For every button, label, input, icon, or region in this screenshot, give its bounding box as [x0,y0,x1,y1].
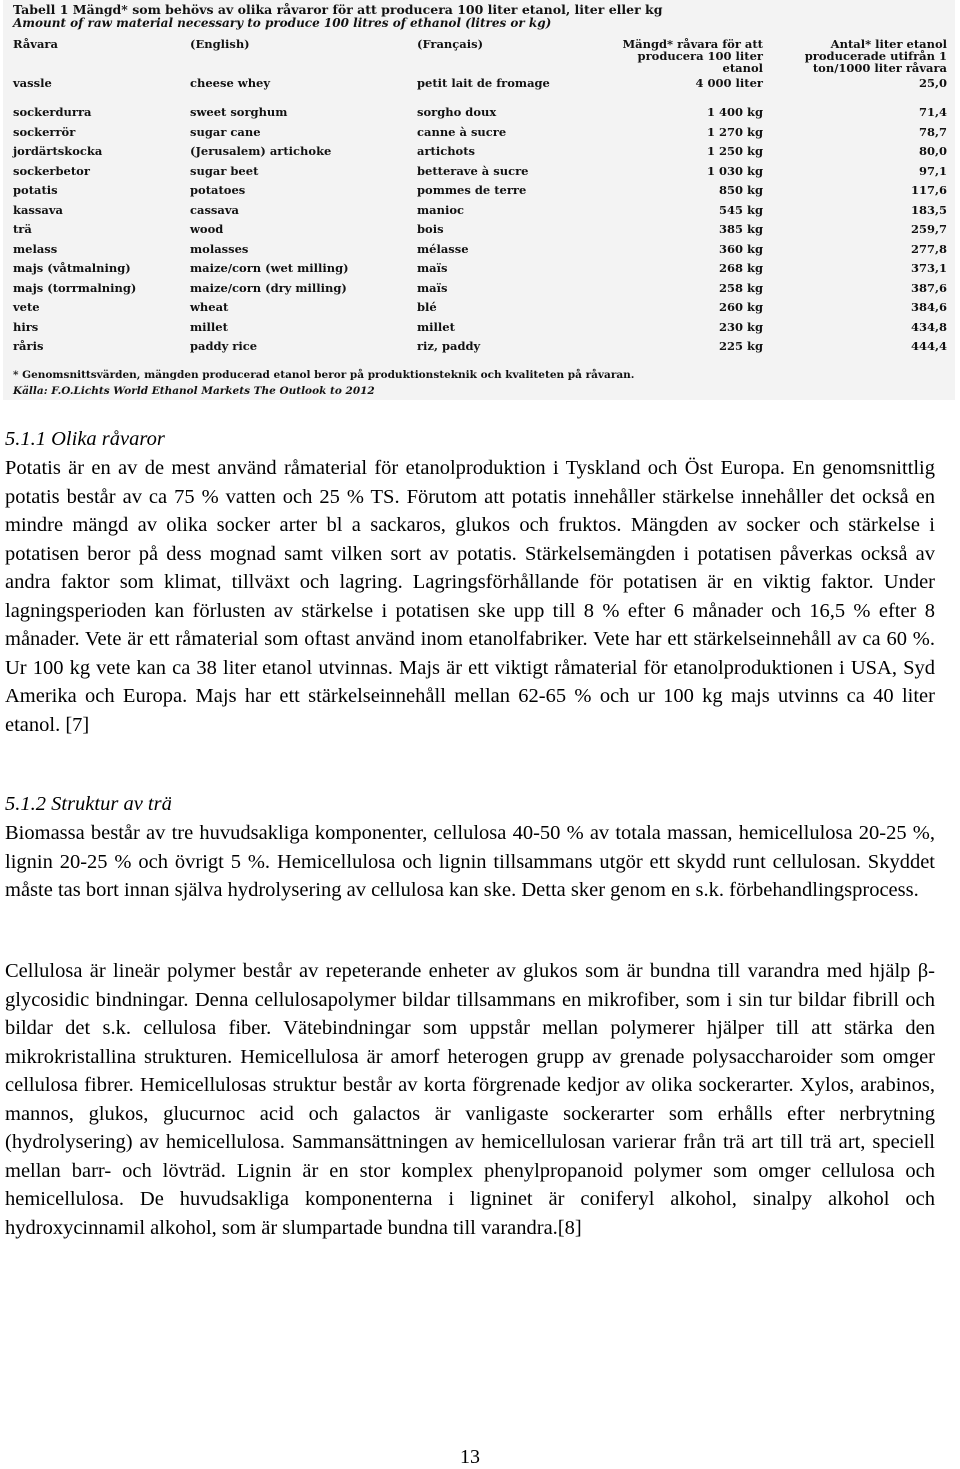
cell-french: canne à sucre [417,124,507,139]
cell-amount: 260 kg [718,300,763,314]
table-row [13,144,949,164]
cell-french: betterave à sucre [417,163,529,178]
cell-french: mélasse [417,241,469,256]
cell-english: paddy rice [190,339,258,353]
cell-french: sorgho doux [417,105,497,119]
cell-french: millet [417,319,455,334]
section-heading-struktur-av-tra: 5.1.2 Struktur av trä [5,793,172,815]
table-row [13,203,949,223]
cell-amount: 1 250 kg [706,144,763,158]
section-paragraph-biomassa: Biomassa består av tre huvudsakliga komponenter, cellulosa 40-50 % av totala massan, hemicellulosa 20-25 %, lignin 20-25 % och övrigt 5 %. Hemicellulosa och lignin tillsammans utgör ett skydd runt cellulosan. Skyddet måste tas bort innan själva hydrolysering av cellulosa kan ske. Detta sker genom en s.k. förbehandlingsprocess. [5,822,935,901]
cell-amount: 1 030 kg [706,163,763,178]
cell-amount: 545 kg [718,202,763,217]
cell-swedish: vassle [13,76,52,90]
table-row [13,164,949,184]
cell-litres: 117,6 [910,183,947,197]
cell-litres: 444,4 [910,339,947,353]
table-source: Källa: F.O.Lichts World Ethanol Markets The Outlook to 2012 [13,385,375,397]
table-row [13,281,949,301]
cell-swedish: jordärtskocka [13,144,103,158]
cell-swedish: vete [13,300,40,314]
cell-litres: 277,8 [910,241,947,256]
cell-swedish: majs (torrmalning) [13,280,137,295]
cell-french: bois [417,222,444,236]
cell-french: maïs [417,280,448,295]
cell-swedish: majs (våtmalning) [13,261,131,275]
table-header-row [13,36,949,76]
cell-amount: 385 kg [718,222,763,236]
section-heading-olika-ravaror: 5.1.1 Olika råvaror [5,428,165,450]
table-footnote: * Genomsnittsvärden, mängden producerad etanol beror på produktionsteknik och kvaliteten på råvaran. [13,369,635,381]
cell-english: cheese whey [190,76,271,90]
cell-english: millet [190,319,228,334]
cell-amount: 850 kg [718,183,763,197]
cell-amount: 258 kg [718,280,763,295]
cell-litres: 434,8 [910,319,947,334]
cell-swedish: sockerrör [13,124,76,139]
cell-litres: 25,0 [918,76,947,90]
table-row [13,339,949,359]
cell-english: wheat [190,300,229,314]
cell-swedish: hirs [13,319,39,334]
cell-swedish: potatis [13,183,58,197]
cell-french: artichots [417,144,476,158]
cell-swedish: sockerdurra [13,105,92,119]
cell-english: maize/corn (wet milling) [190,261,349,275]
cell-french: blé [417,300,437,314]
cell-litres: 183,5 [910,202,947,217]
table-row [13,300,949,320]
table-row [13,125,949,145]
cell-english: molasses [190,241,249,256]
table-row [13,222,949,242]
cell-swedish: kassava [13,202,63,217]
cell-litres: 80,0 [918,144,947,158]
cell-swedish: sockerbetor [13,163,90,178]
header-litres: Antal* liter etanol producerade utifrån 1 ton/1000 liter råvara [804,37,947,75]
cell-litres: 387,6 [910,280,947,295]
cell-litres: 384,6 [910,300,947,314]
cell-amount: 225 kg [718,339,763,353]
cell-french: maïs [417,261,448,275]
table-row [13,76,949,105]
table-figure [3,0,955,400]
cell-amount: 1 270 kg [706,124,763,139]
cell-english: (Jerusalem) artichoke [190,144,332,158]
header-ravara: Råvara [13,37,58,51]
cell-litres: 78,7 [918,124,947,139]
header-francais: (Français) [417,37,484,51]
cell-swedish: råris [13,339,44,353]
cell-english: potatoes [190,183,246,197]
cell-english: sweet sorghum [190,105,288,119]
table-row [13,183,949,203]
table-title-english: Amount of raw material necessary to produce 100 litres of ethanol (litres or kg) [13,16,552,30]
cell-english: wood [190,222,224,236]
header-amount: Mängd* råvara för att producera 100 liter etanol [622,37,763,75]
cell-amount: 4 000 liter [695,76,763,90]
table-body [13,76,949,359]
cell-swedish: trä [13,222,32,236]
cell-english: maize/corn (dry milling) [190,280,347,295]
header-english: (English) [190,37,250,51]
table-title-swedish: Tabell 1 Mängd* som behövs av olika råvaror för att producera 100 liter etanol, liter eller kg [13,2,663,17]
page-number: 13 [460,1446,480,1468]
cell-litres: 259,7 [910,222,947,236]
cell-english: cassava [190,202,239,217]
cell-litres: 373,1 [910,261,947,275]
raw-material-table [13,36,949,359]
table-row [13,242,949,262]
cell-english: sugar cane [190,124,261,139]
cell-amount: 1 400 kg [706,105,763,119]
cell-french: riz, paddy [417,339,481,353]
cell-litres: 97,1 [918,163,947,178]
cell-amount: 230 kg [718,319,763,334]
cell-french: pommes de terre [417,183,527,197]
section-paragraph-cellulosa: Cellulosa är lineär polymer består av repeterande enheter av glukos som är bundna till varandra med hjälp β-glycosidic bindningar. Denna cellulosapolymer bildar tillsammans en mikrofiber, som i sin tur bildar fibrill och bildar det s.k. cellulosa fiber. Vätebindningar som uppstår mellan polymerer hjälper till att stärka den mikrokristallina strukturen. Hemicellulosa är amorf heterogen grupp av grenade polysaccharoider som omger cellulosa fibrer. Hemicellulosas struktur består av korta förgrenade kedjor av olika sockerarter. Xylos, arabinos, mannos, glukos, glucurnoc acid och galactos är vanligaste sockerarter som erhålls efter nerbrytning (hydrolysering) av hemicellulosa. Sammansättningen av hemicellulosan varierar från trä art till trä art, speciell mellan barr- och lövträd. Lignin är en stor komplex phenylpropanoid polymer som omger cellulosa och hemicellulosa. De huvudsakliga komponenterna i ligninet är coniferyl alkohol, sinalpy alkohol och hydroxycinnamil alkohol, som är slumpartade bundna till varandra.[8] [5,960,935,1239]
cell-litres: 71,4 [918,105,947,119]
cell-french: petit lait de fromage [417,76,550,90]
table-row [13,320,949,340]
cell-french: manioc [417,202,465,217]
cell-english: sugar beet [190,163,259,178]
cell-amount: 268 kg [718,261,763,275]
cell-swedish: melass [13,241,58,256]
cell-amount: 360 kg [718,241,763,256]
section-paragraph-olika-ravaror: Potatis är en av de mest använd råmaterial för etanolproduktion i Tyskland och Öst Europa. En genomsnittlig potatis består av ca 75 % vatten och 25 % TS. Förutom att potatis innehåller stärkelse innehåller det också en mindre mängd av olika socker arter bl a sackaros, glukos och fruktos. Mängden av socker och stärkelse i potatisen beror på dess mognad samt vilken sort av potatis. Stärkelsemängden i potatisen påverkas också av andra faktor som klimat, tillväxt och lagring. Lagringsförhållande för potatisen är en viktig faktor. Under lagningsperioden kan förlusten av stärkelse i potatisen ske upp till 8 % efter 6 månader och 16,5 % efter 8 månader. Vete är ett råmaterial som oftast använd inom etanolfabriker. Vete har ett stärkelseinnehåll av ca 60 %. Ur 100 kg vete kan ca 38 liter etanol utvinnas. Majs är ett viktigt råmaterial för etanolproduktionen i USA, Syd Amerika och Europa. Majs har ett stärkelseinnehåll mellan 62-65 % och ur 100 kg majs utvinns ca 40 liter etanol. [7] [5,457,935,736]
table-row [13,261,949,281]
table-row [13,105,949,125]
